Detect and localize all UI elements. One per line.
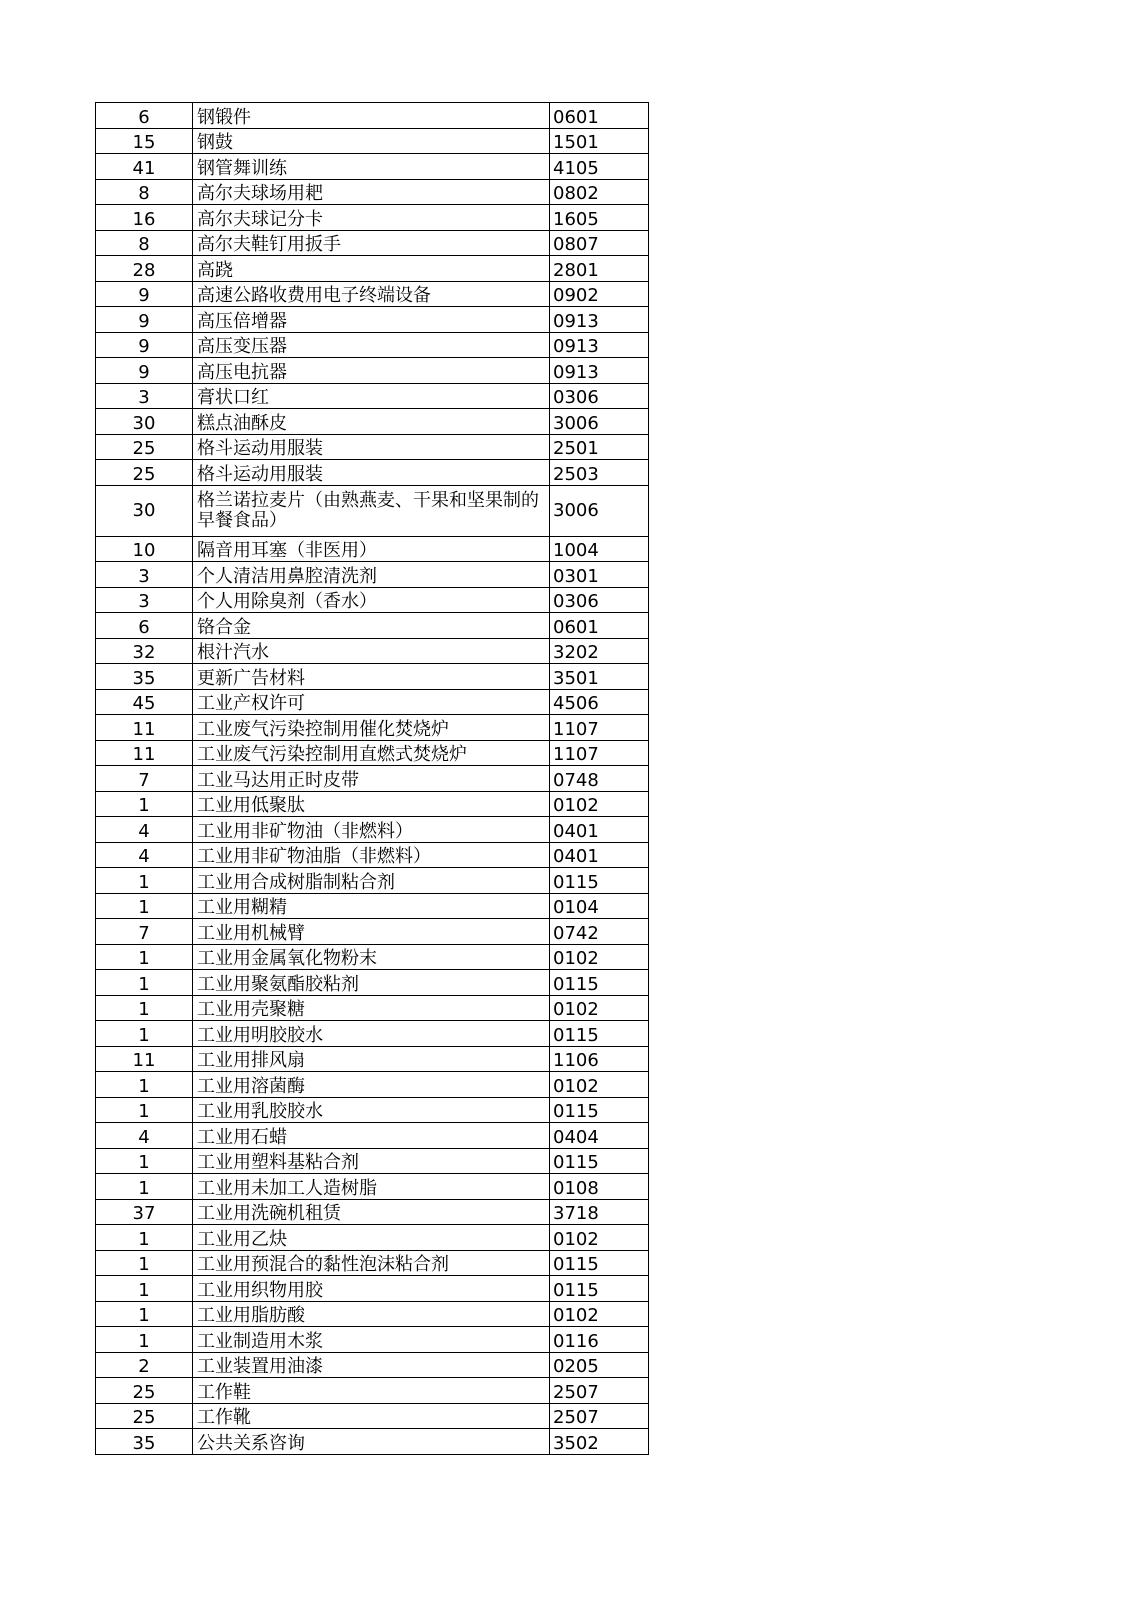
group-code-cell: 2801: [550, 256, 649, 282]
group-code-cell: 0748: [550, 766, 649, 792]
table-row: [96, 383, 649, 409]
class-number-cell: 1: [96, 1148, 193, 1174]
class-number-cell: 1: [96, 1225, 193, 1251]
goods-name-cell: 钢鼓: [193, 128, 550, 154]
group-code-cell: 1106: [550, 1046, 649, 1072]
class-number-cell: 9: [96, 281, 193, 307]
goods-name-cell: 工业用乳胶胶水: [193, 1097, 550, 1123]
class-number-cell: 7: [96, 766, 193, 792]
goods-name-cell: 工业用非矿物油（非燃料）: [193, 817, 550, 843]
group-code-cell: 4105: [550, 154, 649, 180]
table-body: [96, 103, 649, 1455]
group-code-cell: 0102: [550, 944, 649, 970]
group-code-cell: 0102: [550, 1072, 649, 1098]
class-number-cell: 8: [96, 230, 193, 256]
class-number-cell: 4: [96, 1123, 193, 1149]
class-number-cell: 1: [96, 1276, 193, 1302]
goods-name-cell: 钢锻件: [193, 103, 550, 129]
class-number-cell: 11: [96, 740, 193, 766]
class-number-cell: 41: [96, 154, 193, 180]
group-code-cell: 0807: [550, 230, 649, 256]
class-number-cell: 3: [96, 383, 193, 409]
table-row: [96, 256, 649, 282]
group-code-cell: 3501: [550, 664, 649, 690]
class-number-cell: 1: [96, 1250, 193, 1276]
class-number-cell: 9: [96, 358, 193, 384]
group-code-cell: 0115: [550, 868, 649, 894]
table-row: [96, 485, 649, 536]
class-number-cell: 25: [96, 1403, 193, 1429]
goods-name-cell: 格斗运动用服装: [193, 434, 550, 460]
class-number-cell: 1: [96, 944, 193, 970]
class-number-cell: 1: [96, 791, 193, 817]
group-code-cell: 3502: [550, 1429, 649, 1455]
goods-name-cell: 工业用洗碗机租赁: [193, 1199, 550, 1225]
goods-name-cell: 铬合金: [193, 613, 550, 639]
table-row: [96, 1225, 649, 1251]
group-code-cell: 0401: [550, 817, 649, 843]
group-code-cell: 0306: [550, 587, 649, 613]
table-row: [96, 893, 649, 919]
goods-classification-table: [95, 102, 649, 1455]
table-row: [96, 205, 649, 231]
class-number-cell: 11: [96, 715, 193, 741]
class-number-cell: 3: [96, 587, 193, 613]
goods-name-cell: 工业用聚氨酯胶粘剂: [193, 970, 550, 996]
table-row: [96, 689, 649, 715]
goods-name-cell: 高跷: [193, 256, 550, 282]
goods-name-cell: 工业废气污染控制用直燃式焚烧炉: [193, 740, 550, 766]
goods-name-cell: 工业马达用正时皮带: [193, 766, 550, 792]
table-row: [96, 1327, 649, 1353]
group-code-cell: 0102: [550, 1301, 649, 1327]
class-number-cell: 35: [96, 664, 193, 690]
group-code-cell: 1501: [550, 128, 649, 154]
table-row: [96, 460, 649, 486]
group-code-cell: 0115: [550, 1148, 649, 1174]
goods-name-cell: 工业用预混合的黏性泡沫粘合剂: [193, 1250, 550, 1276]
group-code-cell: 0115: [550, 1276, 649, 1302]
group-code-cell: 0104: [550, 893, 649, 919]
group-code-cell: 0802: [550, 179, 649, 205]
goods-name-cell: 隔音用耳塞（非医用）: [193, 536, 550, 562]
group-code-cell: 1107: [550, 715, 649, 741]
class-number-cell: 8: [96, 179, 193, 205]
table-row: [96, 842, 649, 868]
class-number-cell: 30: [96, 485, 193, 536]
goods-name-cell: 工业用糊精: [193, 893, 550, 919]
table-row: [96, 1046, 649, 1072]
table-row: [96, 1021, 649, 1047]
class-number-cell: 1: [96, 1174, 193, 1200]
class-number-cell: 1: [96, 1072, 193, 1098]
table-row: [96, 995, 649, 1021]
table-row: [96, 919, 649, 945]
group-code-cell: 0902: [550, 281, 649, 307]
goods-name-cell: 工业用塑料基粘合剂: [193, 1148, 550, 1174]
goods-name-cell: 工业制造用木浆: [193, 1327, 550, 1353]
class-number-cell: 9: [96, 307, 193, 333]
group-code-cell: 0306: [550, 383, 649, 409]
table-row: [96, 868, 649, 894]
group-code-cell: 2507: [550, 1403, 649, 1429]
goods-name-cell: 高尔夫球记分卡: [193, 205, 550, 231]
class-number-cell: 16: [96, 205, 193, 231]
class-number-cell: 1: [96, 868, 193, 894]
goods-name-cell: 膏状口红: [193, 383, 550, 409]
class-number-cell: 6: [96, 613, 193, 639]
group-code-cell: 0115: [550, 1021, 649, 1047]
table-row: [96, 740, 649, 766]
table-row: [96, 281, 649, 307]
table-row: [96, 1148, 649, 1174]
goods-name-cell: 工业废气污染控制用催化焚烧炉: [193, 715, 550, 741]
group-code-cell: 2503: [550, 460, 649, 486]
group-code-cell: 3006: [550, 485, 649, 536]
class-number-cell: 11: [96, 1046, 193, 1072]
table-row: [96, 1403, 649, 1429]
class-number-cell: 45: [96, 689, 193, 715]
class-number-cell: 1: [96, 1021, 193, 1047]
goods-name-cell: 更新广告材料: [193, 664, 550, 690]
table-row: [96, 587, 649, 613]
group-code-cell: 0913: [550, 358, 649, 384]
class-number-cell: 1: [96, 995, 193, 1021]
class-number-cell: 3: [96, 562, 193, 588]
group-code-cell: 3202: [550, 638, 649, 664]
goods-name-cell: 个人用除臭剂（香水）: [193, 587, 550, 613]
class-number-cell: 25: [96, 460, 193, 486]
class-number-cell: 1: [96, 1097, 193, 1123]
table-row: [96, 791, 649, 817]
goods-name-cell: 工作靴: [193, 1403, 550, 1429]
table-row: [96, 1352, 649, 1378]
group-code-cell: 3718: [550, 1199, 649, 1225]
table-row: [96, 1174, 649, 1200]
group-code-cell: 0401: [550, 842, 649, 868]
group-code-cell: 0102: [550, 791, 649, 817]
goods-name-cell: 工业用壳聚糖: [193, 995, 550, 1021]
table-row: [96, 944, 649, 970]
class-number-cell: 6: [96, 103, 193, 129]
table-row: [96, 434, 649, 460]
goods-name-cell: 个人清洁用鼻腔清洗剂: [193, 562, 550, 588]
group-code-cell: 0601: [550, 103, 649, 129]
table-row: [96, 638, 649, 664]
class-number-cell: 1: [96, 1327, 193, 1353]
class-number-cell: 25: [96, 434, 193, 460]
class-number-cell: 28: [96, 256, 193, 282]
table-row: [96, 1123, 649, 1149]
group-code-cell: 0115: [550, 970, 649, 996]
table-row: [96, 664, 649, 690]
table-row: [96, 1429, 649, 1455]
goods-name-cell: 工业用低聚肽: [193, 791, 550, 817]
goods-name-cell: 工业用乙炔: [193, 1225, 550, 1251]
table-row: [96, 817, 649, 843]
class-number-cell: 1: [96, 970, 193, 996]
table-row: [96, 766, 649, 792]
group-code-cell: 0115: [550, 1250, 649, 1276]
group-code-cell: 0108: [550, 1174, 649, 1200]
table-row: [96, 536, 649, 562]
table-row: [96, 1301, 649, 1327]
goods-name-cell: 糕点油酥皮: [193, 409, 550, 435]
goods-name-cell: 工作鞋: [193, 1378, 550, 1404]
goods-name-cell: 工业用非矿物油脂（非燃料）: [193, 842, 550, 868]
goods-name-cell: 根汁汽水: [193, 638, 550, 664]
class-number-cell: 9: [96, 332, 193, 358]
table-row: [96, 358, 649, 384]
goods-name-cell: 高压变压器: [193, 332, 550, 358]
group-code-cell: 0301: [550, 562, 649, 588]
table-row: [96, 409, 649, 435]
group-code-cell: 0742: [550, 919, 649, 945]
class-number-cell: 32: [96, 638, 193, 664]
group-code-cell: 2501: [550, 434, 649, 460]
group-code-cell: 0102: [550, 995, 649, 1021]
class-number-cell: 35: [96, 1429, 193, 1455]
class-number-cell: 2: [96, 1352, 193, 1378]
table-row: [96, 307, 649, 333]
table-row: [96, 562, 649, 588]
group-code-cell: 0205: [550, 1352, 649, 1378]
goods-name-cell: 公共关系咨询: [193, 1429, 550, 1455]
group-code-cell: 0404: [550, 1123, 649, 1149]
goods-name-cell: 格兰诺拉麦片（由熟燕麦、干果和坚果制的早餐食品）: [193, 485, 550, 536]
class-number-cell: 37: [96, 1199, 193, 1225]
goods-name-cell: 工业用机械臂: [193, 919, 550, 945]
goods-name-cell: 高压倍增器: [193, 307, 550, 333]
group-code-cell: 0116: [550, 1327, 649, 1353]
goods-name-cell: 工业用未加工人造树脂: [193, 1174, 550, 1200]
goods-name-cell: 工业用金属氧化物粉末: [193, 944, 550, 970]
goods-name-cell: 格斗运动用服装: [193, 460, 550, 486]
table-row: [96, 1276, 649, 1302]
table-row: [96, 230, 649, 256]
goods-name-cell: 工业用织物用胶: [193, 1276, 550, 1302]
table-row: [96, 128, 649, 154]
goods-name-cell: 钢管舞训练: [193, 154, 550, 180]
table-row: [96, 179, 649, 205]
table-row: [96, 1097, 649, 1123]
table-row: [96, 613, 649, 639]
group-code-cell: 0913: [550, 307, 649, 333]
group-code-cell: 3006: [550, 409, 649, 435]
class-number-cell: 15: [96, 128, 193, 154]
group-code-cell: 4506: [550, 689, 649, 715]
class-number-cell: 7: [96, 919, 193, 945]
table-row: [96, 1250, 649, 1276]
table-row: [96, 715, 649, 741]
class-number-cell: 4: [96, 842, 193, 868]
group-code-cell: 0115: [550, 1097, 649, 1123]
goods-name-cell: 高尔夫鞋钉用扳手: [193, 230, 550, 256]
goods-name-cell: 工业用脂肪酸: [193, 1301, 550, 1327]
class-number-cell: 4: [96, 817, 193, 843]
group-code-cell: 2507: [550, 1378, 649, 1404]
table-row: [96, 970, 649, 996]
table-row: [96, 332, 649, 358]
goods-name-cell: 工业产权许可: [193, 689, 550, 715]
group-code-cell: 1004: [550, 536, 649, 562]
group-code-cell: 0913: [550, 332, 649, 358]
table-row: [96, 154, 649, 180]
group-code-cell: 0601: [550, 613, 649, 639]
goods-name-cell: 工业用排风扇: [193, 1046, 550, 1072]
goods-name-cell: 工业用溶菌酶: [193, 1072, 550, 1098]
group-code-cell: 1107: [550, 740, 649, 766]
class-number-cell: 1: [96, 893, 193, 919]
group-code-cell: 1605: [550, 205, 649, 231]
table-row: [96, 103, 649, 129]
goods-name-cell: 高尔夫球场用耙: [193, 179, 550, 205]
goods-name-cell: 工业用石蜡: [193, 1123, 550, 1149]
class-number-cell: 1: [96, 1301, 193, 1327]
goods-name-cell: 工业用合成树脂制粘合剂: [193, 868, 550, 894]
goods-name-cell: 高压电抗器: [193, 358, 550, 384]
goods-name-cell: 工业用明胶胶水: [193, 1021, 550, 1047]
table-row: [96, 1072, 649, 1098]
class-number-cell: 25: [96, 1378, 193, 1404]
class-number-cell: 10: [96, 536, 193, 562]
class-number-cell: 30: [96, 409, 193, 435]
table-row: [96, 1199, 649, 1225]
goods-name-cell: 高速公路收费用电子终端设备: [193, 281, 550, 307]
goods-name-cell: 工业装置用油漆: [193, 1352, 550, 1378]
table-row: [96, 1378, 649, 1404]
group-code-cell: 0102: [550, 1225, 649, 1251]
